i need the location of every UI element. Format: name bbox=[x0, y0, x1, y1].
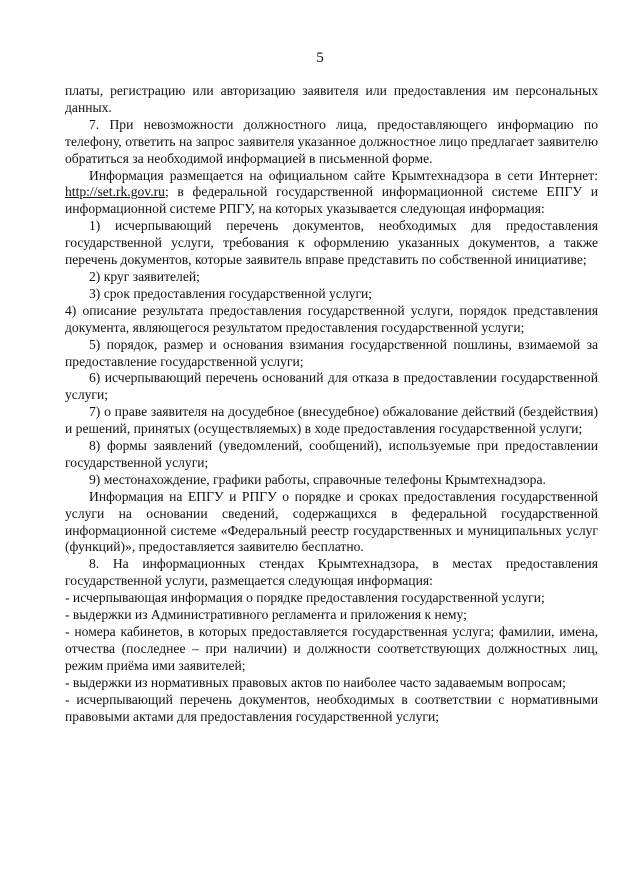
list-item-3: 3) срок предоставления государственной услуги; bbox=[89, 285, 373, 301]
bullet-item-5: - исчерпывающий перечень документов, необходимых в соответствии с нормативными правовыми актами для предоставления государственной услуги; bbox=[65, 691, 598, 724]
bullet-item-3: - номера кабинетов, в которых предоставляется государственная услуга; фамилии, имена, отчества (последнее – при наличии) и должности соответствующих должностных лиц, режим приёма ими заявителей; bbox=[65, 624, 598, 673]
bullet-item-1: - исчерпывающая информация о порядке предоставления государственной услуги; bbox=[65, 590, 545, 606]
list-item-9: 9) местонахождение, графики работы, справочные телефоны Крымтехнадзора. bbox=[89, 471, 546, 487]
list-item-1: 1) исчерпывающий перечень документов, необходимых для предоставления государственной услуги, требования к оформлению указанных документов, а также перечень документов, которые заявитель вправе представить по собственной инициативе; bbox=[65, 218, 598, 268]
bullet-item-4: - выдержки из нормативных правовых актов по наиболее часто задаваемым вопросам; bbox=[65, 674, 566, 690]
paragraph-item-8: 8. На информационных стендах Крымтехнадзора, в местах предоставления государственной услуги, размещается следующая информация: bbox=[65, 556, 598, 589]
list-item-2: 2) круг заявителей; bbox=[89, 268, 200, 284]
paragraph-continuation: платы, регистрацию или авторизацию заявителя или предоставления им персональных данных. bbox=[65, 83, 598, 115]
paragraph-epgu-info: Информация на ЕПГУ и РПГУ о порядке и сроках предоставления государственной услуги на основании сведений, содержащихся в федеральной государственной информационной системе «Федеральный реестр государственных и муниципальных услуг (функций)», предоставляется заявителю бесплатно. bbox=[65, 488, 598, 555]
list-item-6: 6) исчерпывающий перечень оснований для отказа в предоставлении государственной услуги; bbox=[65, 370, 598, 403]
list-item-7: 7) о праве заявителя на досудебное (внесудебное) обжалование действий (бездействия) и решений, принятых (осуществляемых) в ходе предоставления государственной услуги; bbox=[65, 404, 598, 437]
bullet-item-2: - выдержки из Административного регламента и приложения к нему; bbox=[65, 607, 467, 623]
list-item-5: 5) порядок, размер и основания взимания государственной пошлины, взимаемой за предоставление государственной услуги; bbox=[65, 336, 598, 369]
page-number: 5 bbox=[316, 50, 324, 66]
paragraph-information-site-lead: Информация размещается на официальном сайте Крымтехнадзора в сети Интернет: bbox=[89, 167, 598, 183]
document-body bbox=[65, 83, 598, 725]
paragraph-information-site bbox=[65, 168, 598, 219]
paragraph-item-7: 7. При невозможности должностного лица, предоставляющего информацию по телефону, ответить на запрос заявителя указанное должностное лицо предлагает заявителю обратиться за необходимой информацией в письменной форме. bbox=[65, 116, 598, 166]
list-item-8: 8) формы заявлений (уведомлений, сообщений), используемые при предоставлении государственной услуги; bbox=[65, 438, 598, 470]
paragraph-information-site-tail: ; в федеральной государственной информационной системе ЕПГУ и информационной системе РПГУ, на которых указывается следующая информация: bbox=[65, 184, 598, 217]
list-item-4: 4) описание результата предоставления государственной услуги, порядок представления документа, являющегося результатом предоставления государственной услуги; bbox=[65, 302, 598, 335]
website-link[interactable]: http://set.rk.gov.ru bbox=[65, 184, 165, 200]
